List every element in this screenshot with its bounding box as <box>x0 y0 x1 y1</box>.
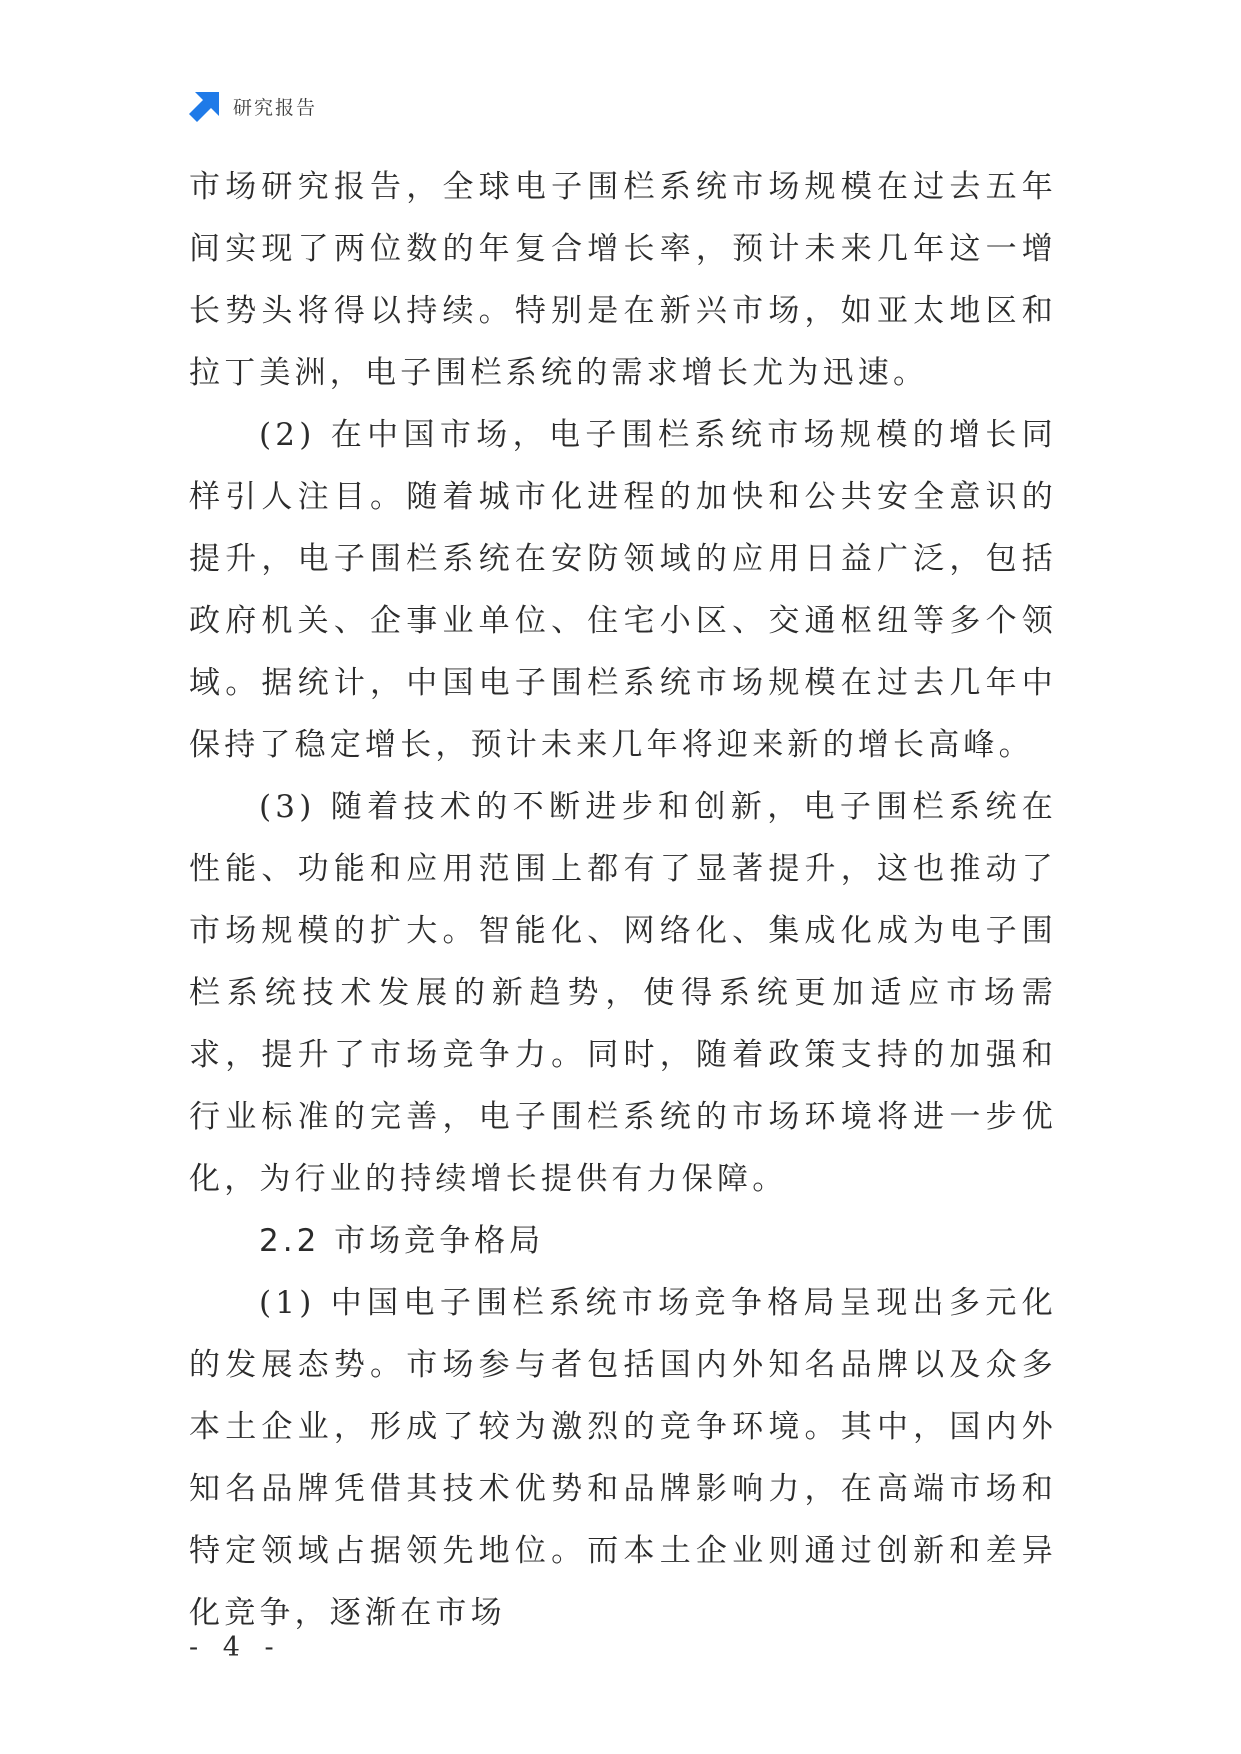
section-paragraph-1: (1) 中国电子围栏系统市场竞争格局呈现出多元化的发展态势。市场参与者包括国内外知名品牌以及众多本土企业，形成了较为激烈的竞争环境。其中，国内外知名品牌凭借其技术优势和品牌影响力，在高端市场和特定领域占据领先地位。而本土企业则通过创新和差异化竞争，逐渐在市场 <box>189 1285 1057 1631</box>
page-number: - 4 - <box>189 1632 282 1663</box>
paragraph-continuation: 市场研究报告，全球电子围栏系统市场规模在过去五年间实现了两位数的年复合增长率，预计未来几年这一增长势头将得以持续。特别是在新兴市场，如亚太地区和拉丁美洲，电子围栏系统的需求增长尤为迅速。 <box>189 169 1057 391</box>
document-body <box>189 156 1057 1644</box>
paragraph-3: (3) 随着技术的不断进步和创新，电子围栏系统在性能、功能和应用范围上都有了显著提升，这也推动了市场规模的扩大。智能化、网络化、集成化成为电子围栏系统技术发展的新趋势，使得系统更加适应市场需求，提升了市场竞争力。同时，随着政策支持的加强和行业标准的完善，电子围栏系统的市场环境将进一步优化，为行业的持续增长提供有力保障。 <box>189 789 1057 1197</box>
header-title: 研究报告 <box>233 96 318 119</box>
section-heading: 2.2 市场竞争格局 <box>259 1223 545 1259</box>
paragraph-2: (2) 在中国市场，电子围栏系统市场规模的增长同样引人注目。随着城市化进程的加快和公共安全意识的提升，电子围栏系统在安防领域的应用日益广泛，包括政府机关、企事业单位、住宅小区、交通枢纽等多个领域。据统计，中国电子围栏系统市场规模在过去几年中保持了稳定增长，预计未来几年将迎来新的增长高峰。 <box>189 417 1057 763</box>
report-header <box>189 88 317 124</box>
arrow-up-right-icon <box>189 90 221 122</box>
